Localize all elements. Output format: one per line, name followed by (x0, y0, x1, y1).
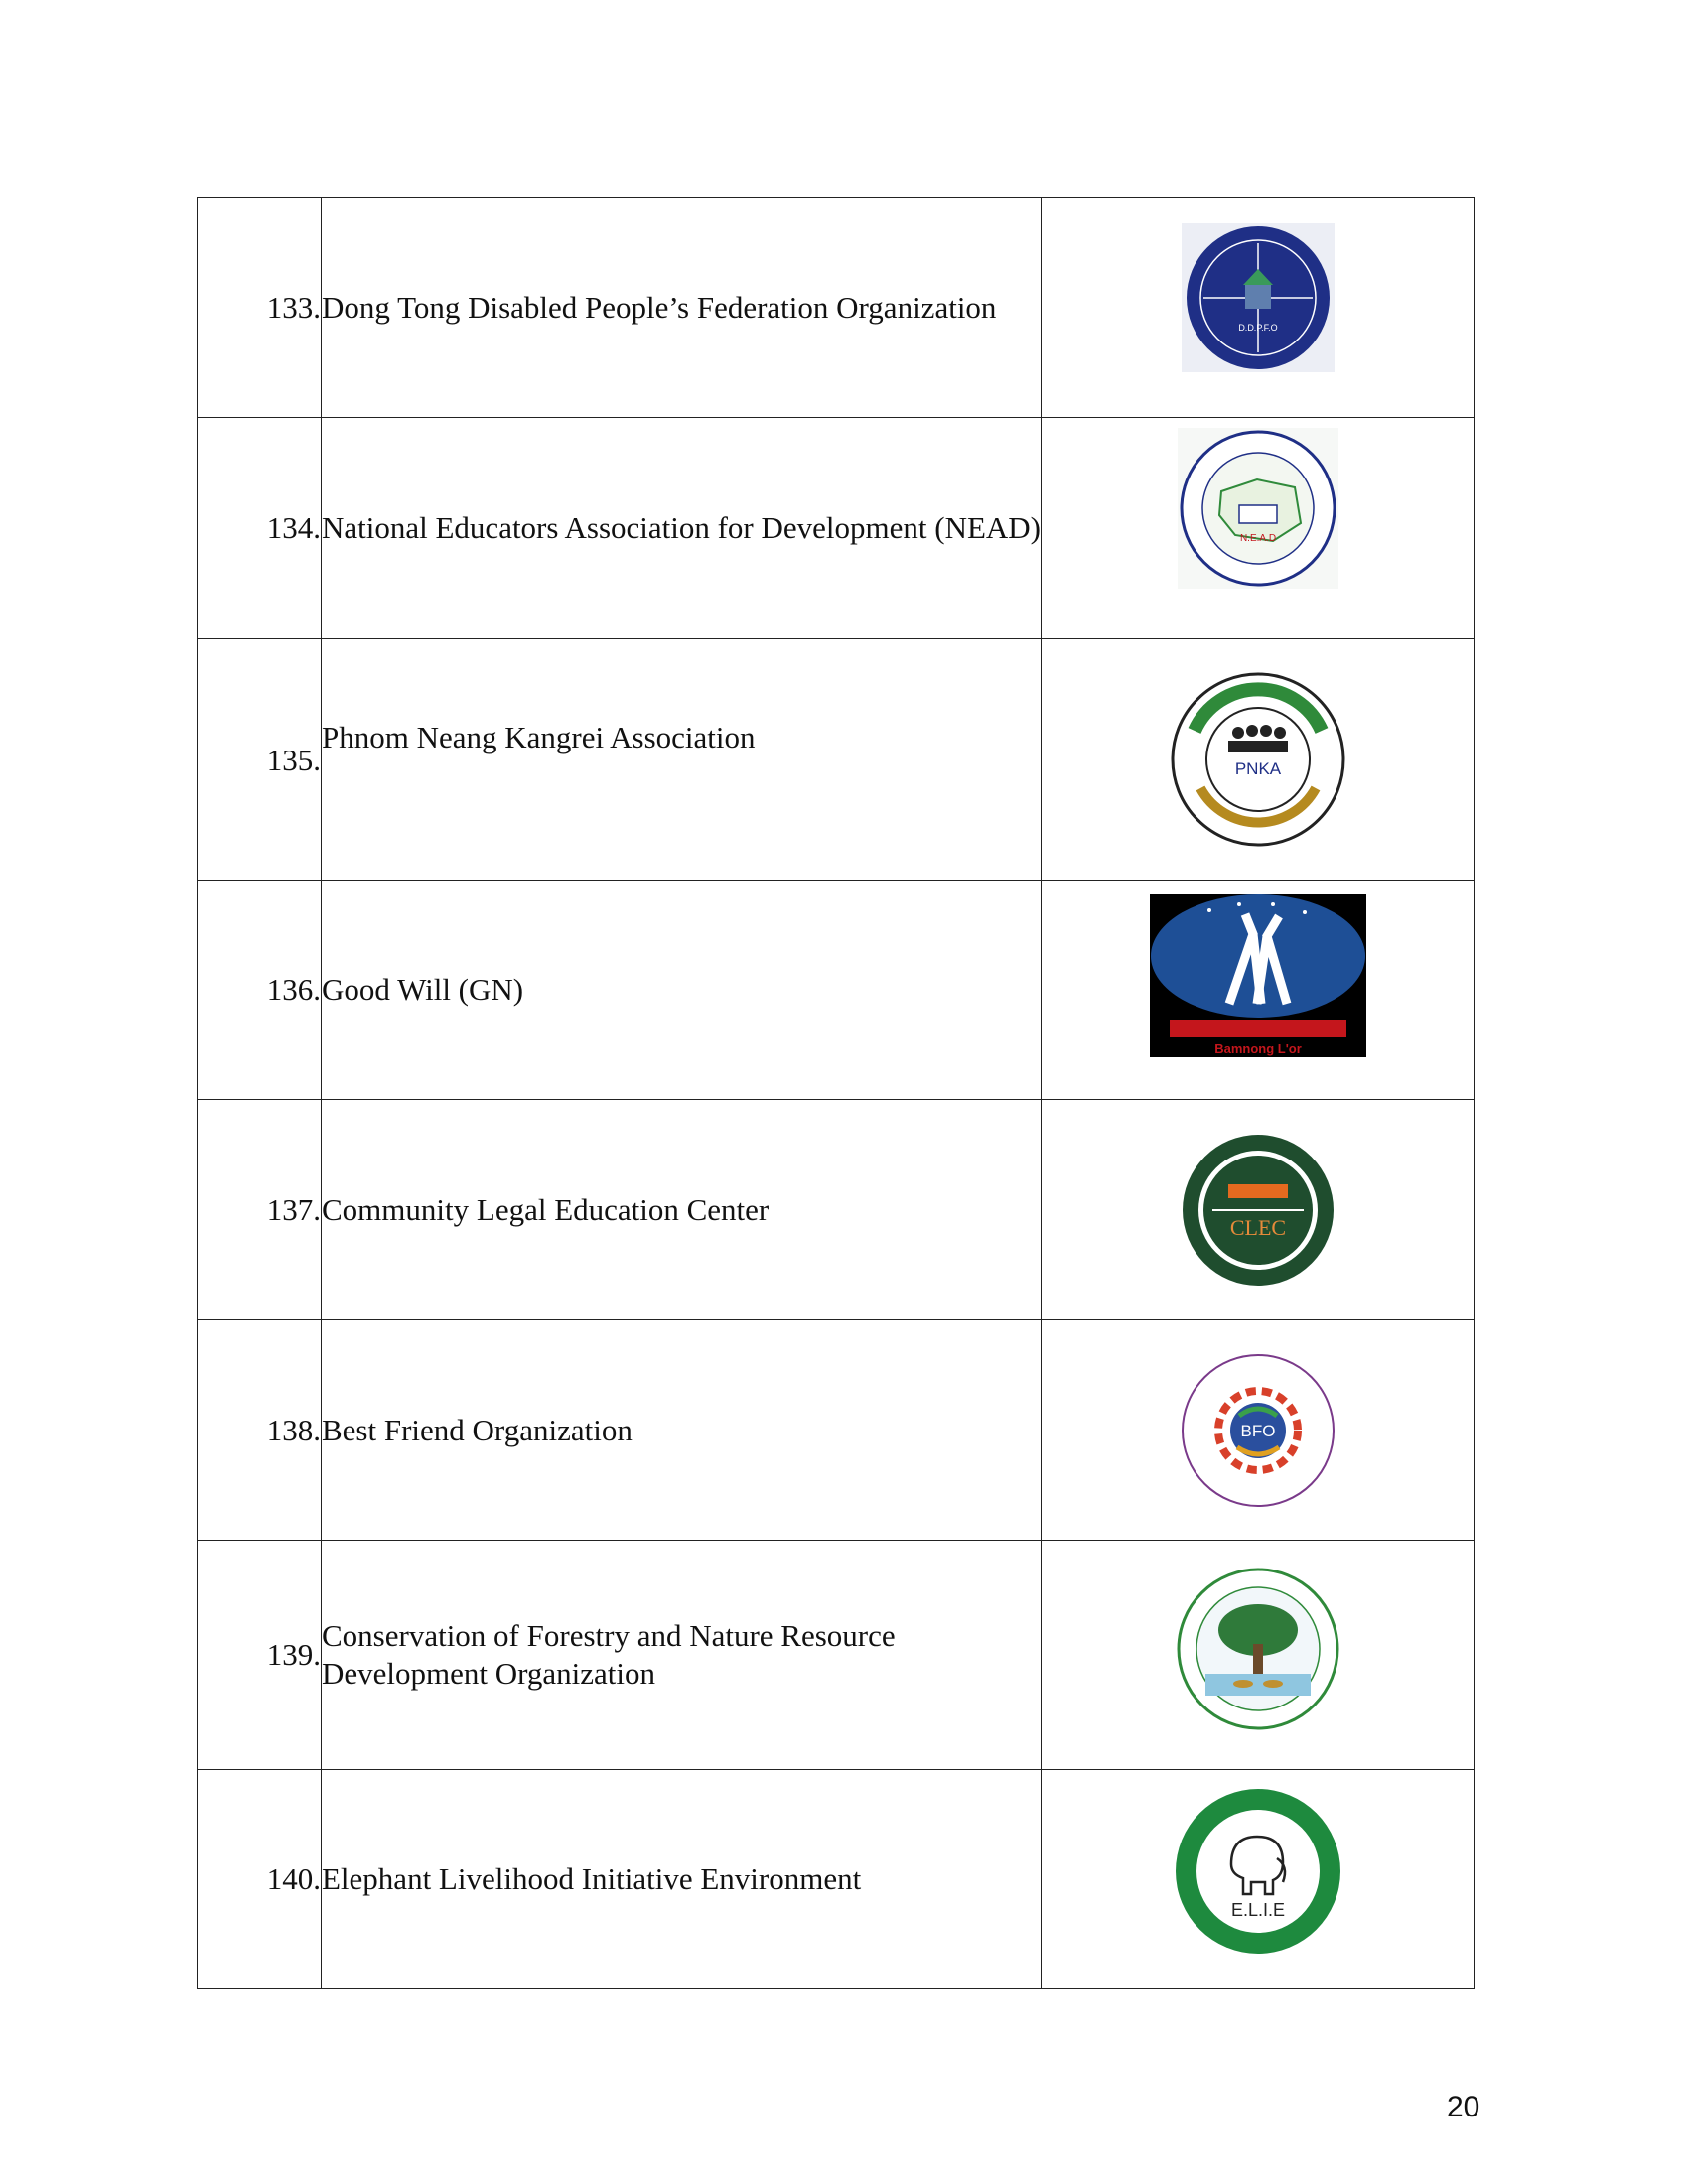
svg-text:BFO: BFO (1240, 1421, 1275, 1440)
row-number: 139. (198, 1541, 322, 1770)
table-row (198, 639, 1475, 881)
logo-cell (1042, 639, 1475, 881)
pnka-logo-icon (1167, 671, 1349, 848)
svg-text:CLEC: CLEC (1229, 1214, 1286, 1240)
logo-cell (1042, 418, 1475, 639)
organization-name: Good Will (GN) (322, 881, 1042, 1100)
table-row (198, 1770, 1475, 1989)
clec-logo-icon (1181, 1133, 1336, 1288)
logo-cell (1042, 1100, 1475, 1320)
logo-cell (1042, 198, 1475, 418)
organization-name: Community Legal Education Center (322, 1100, 1042, 1320)
organization-name: Dong Tong Disabled People’s Federation Organization (322, 198, 1042, 418)
good-will-logo-icon (1150, 894, 1366, 1057)
svg-text:E.L.I.E: E.L.I.E (1230, 1900, 1285, 1920)
row-number (198, 639, 322, 881)
svg-text:D.D.P.F.O: D.D.P.F.O (1237, 322, 1278, 333)
row-number: 136. (198, 881, 322, 1100)
svg-text:PNKA: PNKA (1234, 759, 1281, 778)
bfo-logo-icon (1180, 1352, 1336, 1509)
page-number: 20 (1447, 2091, 1480, 2123)
logo-cell (1042, 881, 1475, 1100)
elie-logo-icon (1174, 1787, 1342, 1956)
table-row (198, 1100, 1475, 1320)
logo-cell (1042, 1320, 1475, 1541)
row-number: 137. (198, 1100, 322, 1320)
table-row (198, 881, 1475, 1100)
table-row (198, 1541, 1475, 1770)
organization-name: Elephant Livelihood Initiative Environment (322, 1770, 1042, 1989)
organization-name (322, 639, 1042, 881)
table-row (198, 1320, 1475, 1541)
svg-text:N.E.A.D: N.E.A.D (1239, 533, 1276, 544)
logo-cell (1042, 1541, 1475, 1770)
nead-logo-icon (1178, 428, 1338, 589)
row-number: 134. (198, 418, 322, 639)
table-row (198, 198, 1475, 418)
row-number: 138. (198, 1320, 322, 1541)
row-number-text: 135. (266, 743, 321, 777)
organization-name: National Educators Association for Development (NEAD) (322, 418, 1042, 639)
organization-name-text: Phnom Neang Kangrei Association (322, 720, 756, 754)
organization-name: Best Friend Organization (322, 1320, 1042, 1541)
row-number: 140. (198, 1770, 322, 1989)
svg-text:Bamnong L'or: Bamnong L'or (1213, 1041, 1302, 1056)
organization-name: Conservation of Forestry and Nature Resource Development Organization (322, 1541, 1042, 1770)
forestry-logo-icon (1176, 1567, 1340, 1731)
dong-tong-logo-icon (1182, 223, 1335, 372)
logo-cell (1042, 1770, 1475, 1989)
row-number: 133. (198, 198, 322, 418)
organizations-table (197, 197, 1475, 1989)
table-row (198, 418, 1475, 639)
